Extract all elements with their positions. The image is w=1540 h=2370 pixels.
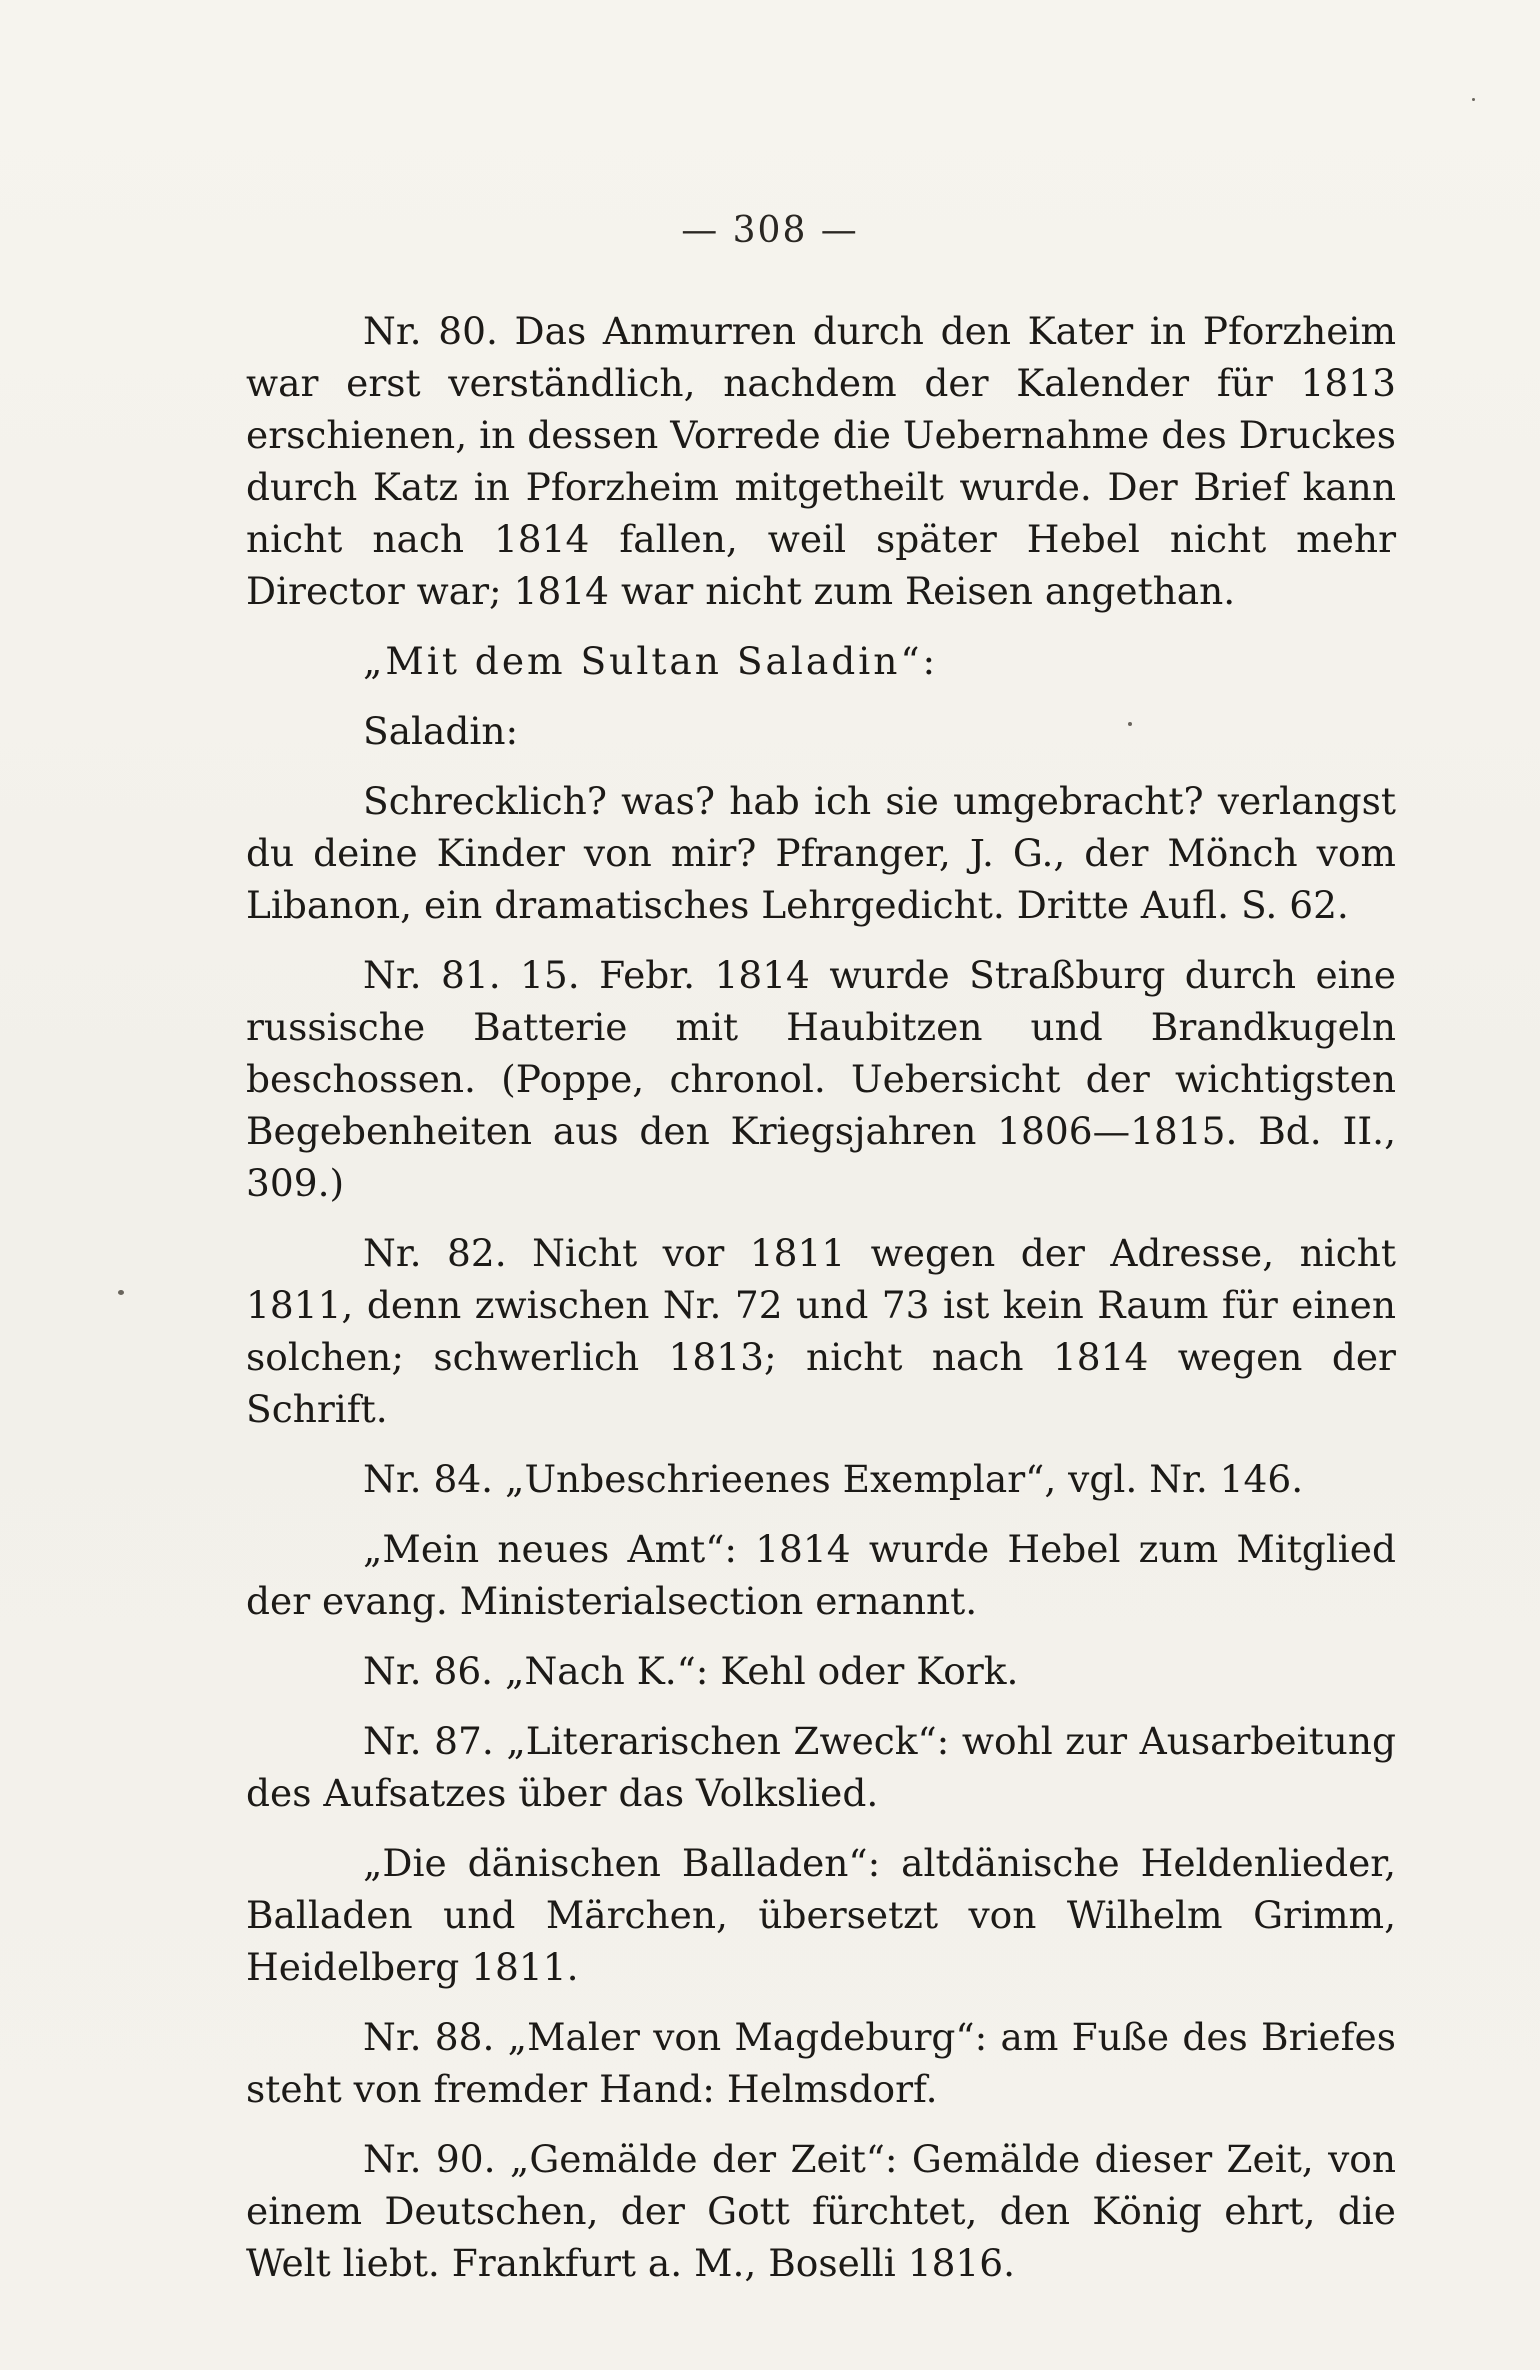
paragraph-nr-84: Nr. 84. „Unbeschrieenes Exemplar“, vgl. Nr. 146. [363, 1457, 1304, 1501]
paper-speck [1472, 98, 1475, 101]
paragraph-nr-88: Nr. 88. „Maler von Magdeburg“: am Fuße des Briefes steht von fremder Hand: Helmsdorf. [246, 2015, 1396, 2111]
paragraph-sultan-saladin: „Mit dem Sultan Saladin“: [363, 639, 939, 683]
paragraph-quote-schrecklich: Schrecklich? was? hab ich sie umgebracht? verlangst du deine Kinder von mir? Pfranger, J. G., der Mönch vom Libanon, ein dramatisches Lehrgedicht. Dritte Aufl. S. 62. [246, 779, 1396, 927]
page-body [246, 305, 1396, 2307]
paragraph-nr-86: Nr. 86. „Nach K.“: Kehl oder Kork. [363, 1649, 1019, 1693]
paper-speck [1128, 722, 1132, 726]
paragraph-nr-82: Nr. 82. Nicht vor 1811 wegen der Adresse, nicht 1811, denn zwischen Nr. 72 und 73 ist kein Raum für einen solchen; schwerlich 1813; nicht nach 1814 wegen der Schrift. [246, 1231, 1396, 1431]
paragraph-nr-90: Nr. 90. „Gemälde der Zeit“: Gemälde dieser Zeit, von einem Deutschen, der Gott fürchtet, den König ehrt, die Welt liebt. Frankfurt a. M., Boselli 1816. [246, 2137, 1396, 2285]
paragraph-nr-80: Nr. 80. Das Anmurren durch den Kater in Pforzheim war erst verständlich, nachdem der Kalender für 1813 erschienen, in dessen Vorrede die Uebernahme des Druckes durch Katz in Pforzheim mitgetheilt wurde. Der Brief kann nicht nach 1814 fallen, weil später Hebel nicht mehr Director war; 1814 war nicht zum Reisen angethan. [246, 309, 1396, 613]
paragraph-nr-87: Nr. 87. „Literarischen Zweck“: wohl zur Ausarbeitung des Aufsatzes über das Volkslied. [246, 1719, 1396, 1815]
paragraph-daenische-balladen: „Die dänischen Balladen“: altdänische Heldenlieder, Balladen und Märchen, übersetzt von Wilhelm Grimm, Heidelberg 1811. [246, 1841, 1396, 1989]
paper-speck [118, 1290, 124, 1295]
paragraph-neues-amt: „Mein neues Amt“: 1814 wurde Hebel zum Mitglied der evang. Ministerialsection ernannt. [246, 1527, 1396, 1623]
paragraph-nr-81: Nr. 81. 15. Febr. 1814 wurde Straßburg durch eine russische Batterie mit Haubitzen und Brandkugeln beschossen. (Poppe, chronol. Uebersicht der wichtigsten Begebenheiten aus den Kriegsjahren 1806—1815. Bd. II., 309.) [246, 953, 1396, 1205]
paragraph-saladin-speaker: Saladin: [363, 709, 519, 753]
page-number: — 308 — [681, 210, 859, 251]
